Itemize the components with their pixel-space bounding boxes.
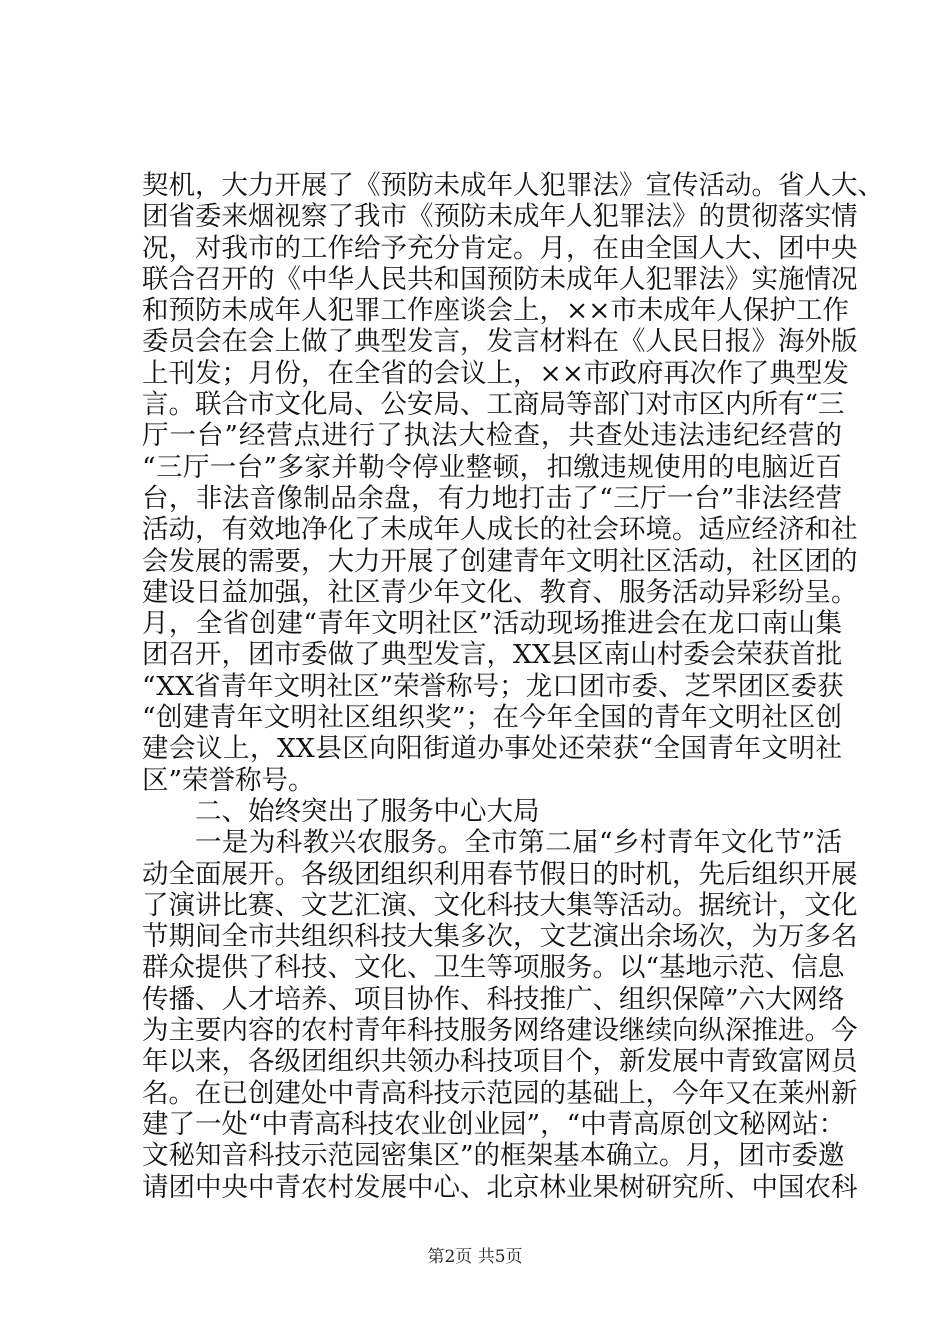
text-line: 区”荣誉称号。 xyxy=(142,764,315,796)
text-line: 活动，有效地净化了未成年人成长的社会环境。适应经济和社 xyxy=(142,514,858,546)
text-line: 言。联合市文化局、公安局、工商局等部门对市区内所有“三 xyxy=(142,389,845,421)
text-line: 和预防未成年人犯罪工作座谈会上，××市未成年人保护工作 xyxy=(142,295,849,327)
text-line: 团省委来烟视察了我市《预防未成年人犯罪法》的贯彻落实情 xyxy=(142,201,858,233)
body-text xyxy=(142,170,884,1203)
text-line: 动全面展开。各级团组织利用春节假日的时机，先后组织开展 xyxy=(142,858,858,890)
text-line: 请团中央中青农村发展中心、北京林业果树研究所、中国农科 xyxy=(142,1171,858,1203)
text-line: 节期间全市共组织科技大集多次，文艺演出余场次，为万多名 xyxy=(142,921,858,953)
text-line: 契机，大力开展了《预防未成年人犯罪法》宣传活动。省人大、 xyxy=(142,170,884,201)
text-line: 文秘知音科技示范园密集区”的框架基本确立。月，团市委邀 xyxy=(142,1140,845,1172)
text-line: 了演讲比赛、文艺汇演、文化科技大集等活动。据统计，文化 xyxy=(142,889,858,921)
text-line: 厅一台”经营点进行了执法大检查，共查处违法违纪经营的 xyxy=(142,420,842,452)
text-line: “XX省青年文明社区”荣誉称号；龙口团市委、芝罘团区委获 xyxy=(142,670,844,702)
text-line: 二、始终突出了服务中心大局 xyxy=(195,795,540,827)
text-line: 委员会在会上做了典型发言，发言材料在《人民日报》海外版 xyxy=(142,326,858,358)
text-line: “三厅一台”多家并勒令停业整顿，扣缴违规使用的电脑近百 xyxy=(142,451,842,483)
text-line: 名。在已创建处中青高科技示范园的基础上，今年又在莱州新 xyxy=(142,1077,858,1109)
text-line: 台，非法音像制品余盘，有力地打击了“三厅一台”非法经营 xyxy=(142,482,842,514)
text-line: 建设日益加强，社区青少年文化、教育、服务活动异彩纷呈。 xyxy=(142,576,858,608)
text-line: 况，对我市的工作给予充分肯定。月，在由全国人大、团中央 xyxy=(142,232,858,264)
text-line: 团召开，团市委做了典型发言，XX县区南山村委会荣获首批 xyxy=(142,639,843,671)
text-line: 联合召开的《中华人民共和国预防未成年人犯罪法》实施情况 xyxy=(142,263,858,295)
text-line: 建了一处“中青高科技农业创业园”，“中青高原创文秘网站： xyxy=(142,1108,846,1140)
text-line: 建会议上，XX县区向阳街道办事处还荣获“全国青年文明社 xyxy=(142,733,842,765)
text-line: 月，全省创建“青年文明社区”活动现场推进会在龙口南山集 xyxy=(142,608,842,640)
text-line: 传播、人才培养、项目协作、科技推广、组织保障”六大网络 xyxy=(142,983,845,1015)
page-footer: 第2页 共5页 xyxy=(427,1247,523,1267)
text-line: 为主要内容的农村青年科技服务网络建设继续向纵深推进。今 xyxy=(142,1015,858,1047)
text-line: 年以来，各级团组织共领办科技项目个，新发展中青致富网员 xyxy=(142,1046,858,1078)
text-line: 群众提供了科技、文化、卫生等项服务。以“基地示范、信息 xyxy=(142,952,845,984)
text-line: “创建青年文明社区组织奖”；在今年全国的青年文明社区创 xyxy=(142,702,842,734)
text-line: 上刊发；月份，在全省的会议上，××市政府再次作了典型发 xyxy=(142,357,849,389)
text-line: 会发展的需要，大力开展了创建青年文明社区活动，社区团的 xyxy=(142,545,858,577)
text-line: 一是为科教兴农服务。全市第二届“乡村青年文化节”活 xyxy=(195,827,842,859)
